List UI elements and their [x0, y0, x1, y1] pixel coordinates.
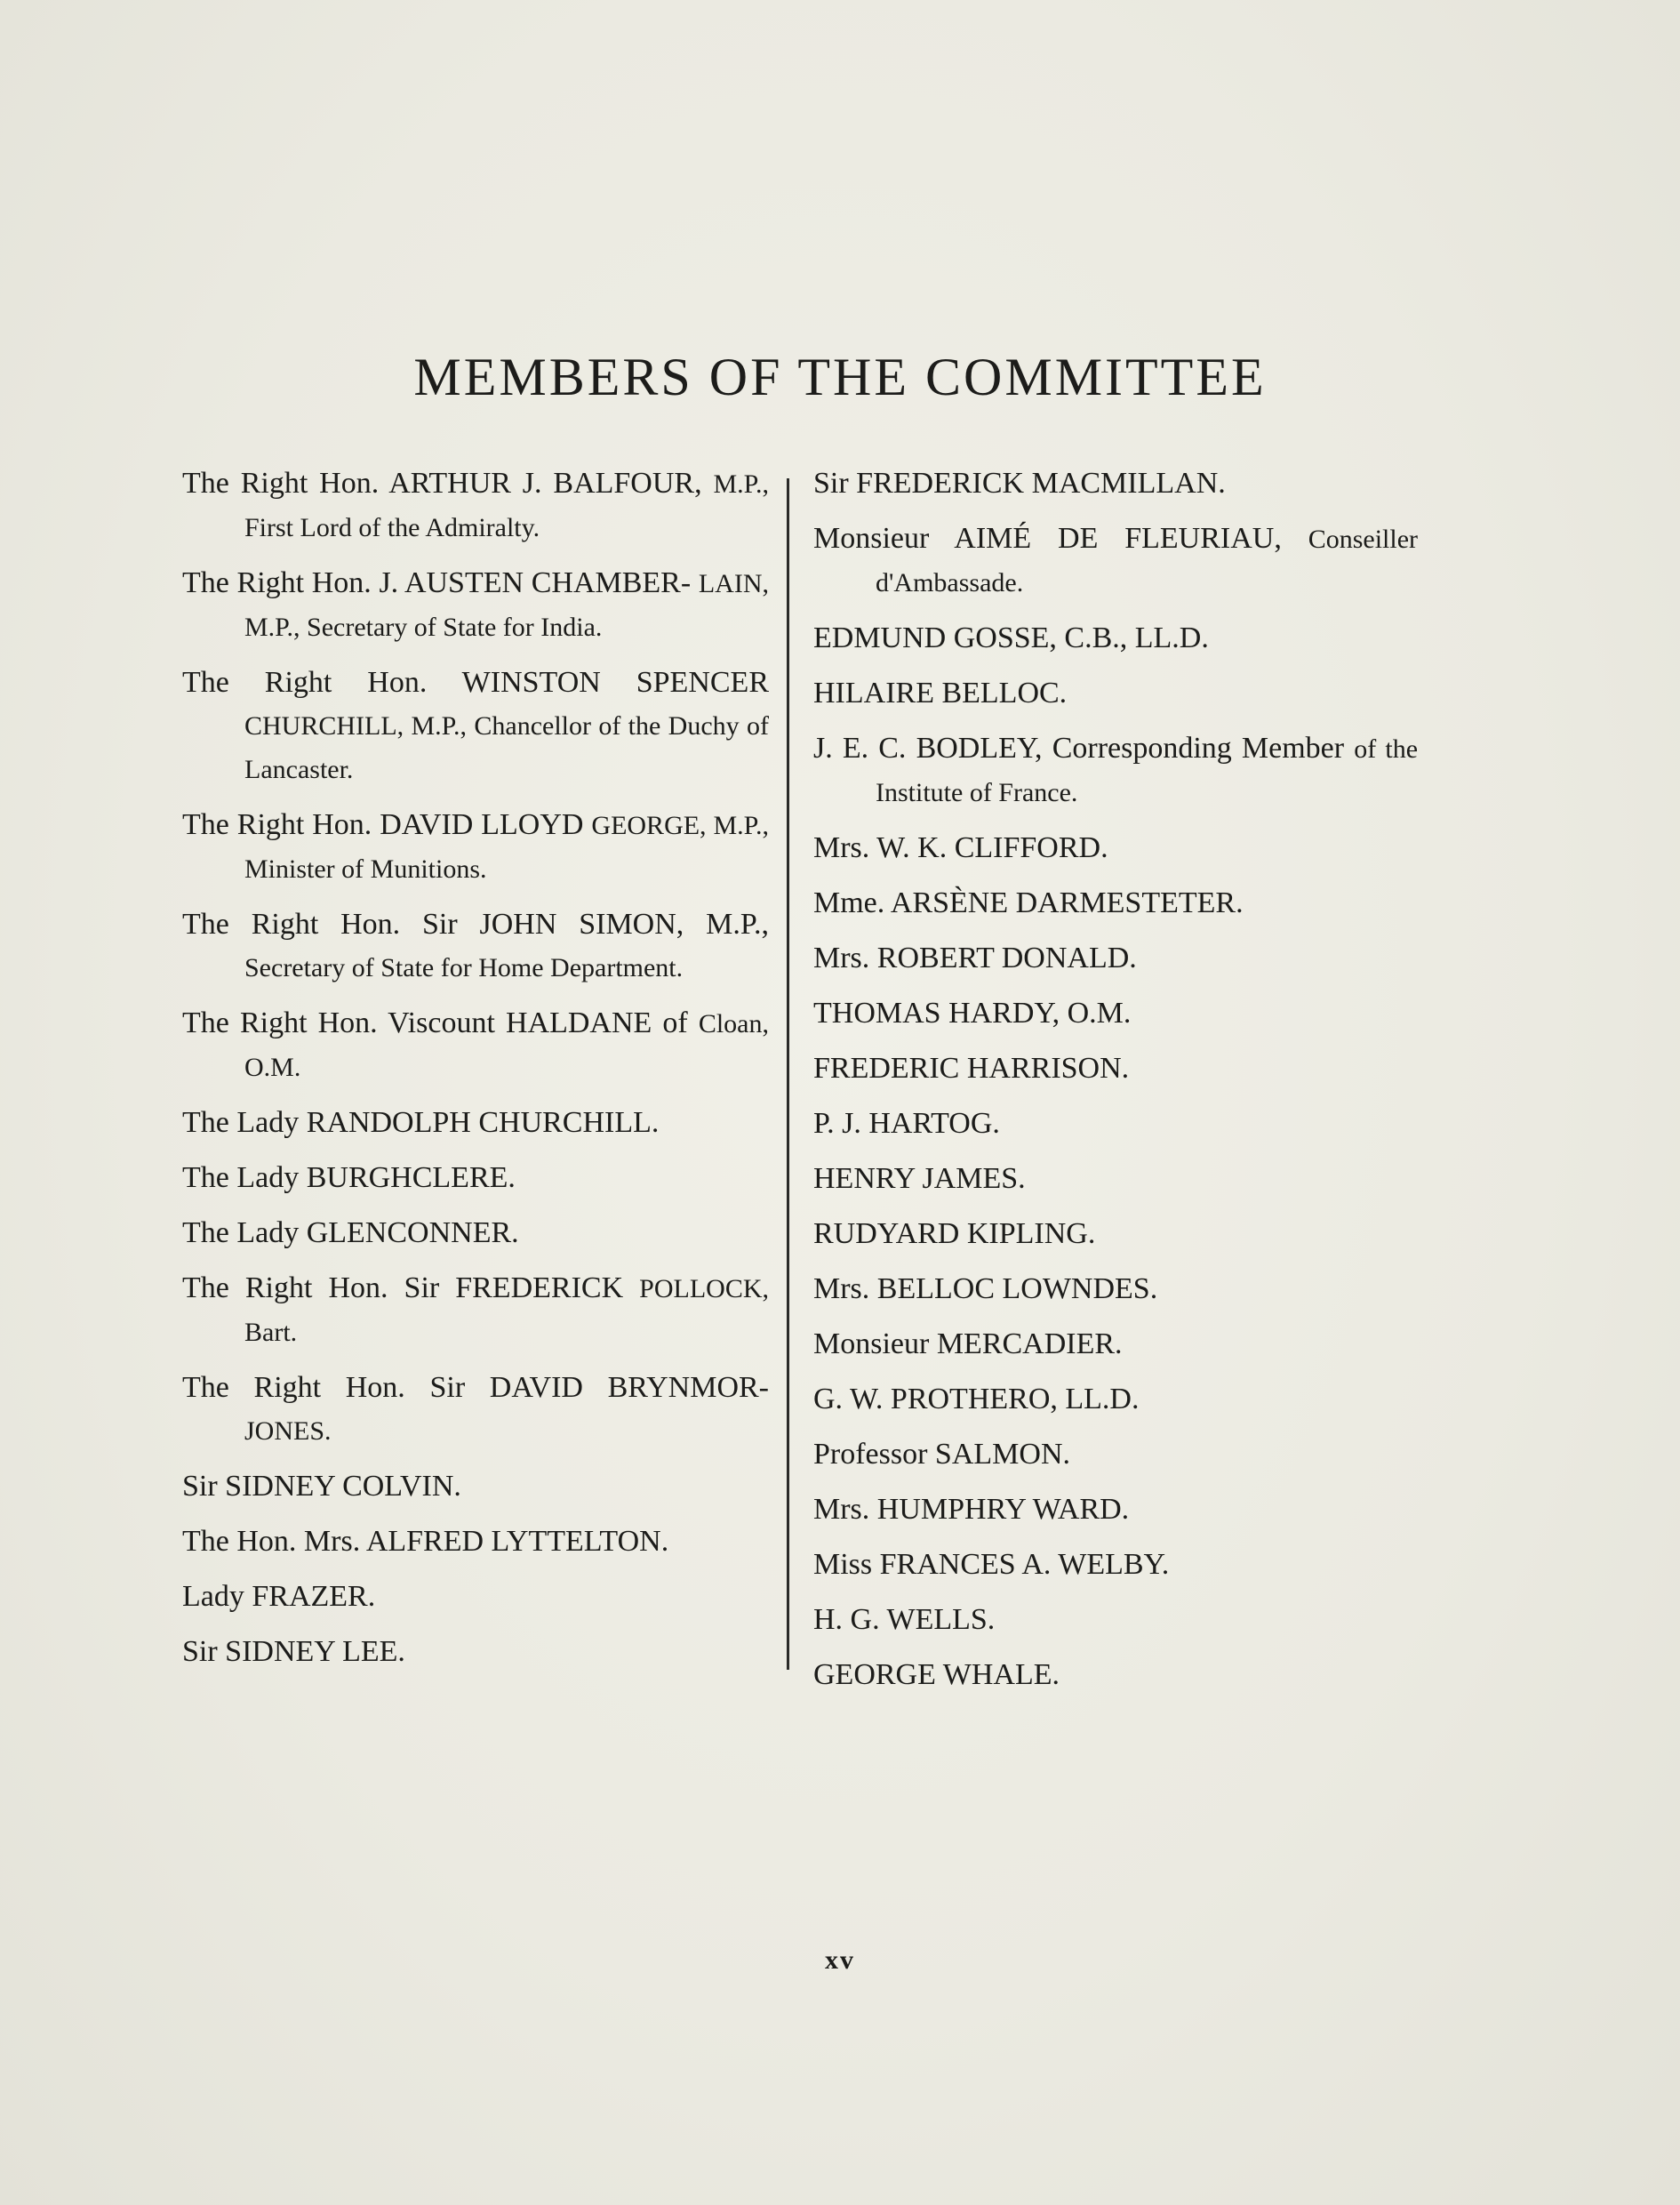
- committee-entry: [182, 903, 769, 990]
- member-name: Monsieur AIMÉ DE FLEURIAU,: [813, 522, 1282, 555]
- committee-entry: [813, 1488, 1418, 1531]
- committee-entry: [182, 1367, 769, 1453]
- committee-entry: [813, 1433, 1418, 1476]
- member-name: The Lady BURGHCLERE.: [182, 1161, 516, 1194]
- member-name: Monsieur MERCADIER.: [813, 1327, 1123, 1360]
- member-name: The Right Hon. Sir DAVID BRYNMOR-: [182, 1371, 769, 1404]
- member-name: Miss FRANCES A. WELBY.: [813, 1548, 1170, 1581]
- member-name: The Right Hon. WINSTON SPENCER: [182, 666, 769, 699]
- left-column: [182, 462, 769, 1686]
- member-name: G. W. PROTHERO, LL.D.: [813, 1383, 1140, 1415]
- committee-entry: [813, 1047, 1418, 1090]
- committee-entry: [813, 1378, 1418, 1421]
- member-name: Mrs. ROBERT DONALD.: [813, 942, 1137, 974]
- column-divider: [787, 478, 789, 1670]
- member-name: HILAIRE BELLOC.: [813, 677, 1068, 710]
- page-number: xv: [825, 1945, 855, 1975]
- member-name: The Lady GLENCONNER.: [182, 1216, 519, 1249]
- member-detail: Conseiller d'Ambassade.: [876, 525, 1418, 597]
- committee-entry: [182, 1465, 769, 1508]
- member-name: H. G. WELLS.: [813, 1603, 996, 1636]
- committee-entry: [182, 1212, 769, 1255]
- member-name: P. J. HARTOG.: [813, 1107, 1000, 1140]
- committee-entry: [813, 617, 1418, 660]
- committee-entry: [813, 1268, 1418, 1311]
- member-name: The Right Hon. ARTHUR J. BALFOUR,: [182, 467, 702, 500]
- committee-entry: [813, 827, 1418, 870]
- committee-entry: [182, 562, 769, 649]
- committee-entry: [813, 462, 1418, 505]
- committee-entry: [813, 992, 1418, 1035]
- member-name: FREDERIC HARRISON.: [813, 1052, 1130, 1085]
- committee-entry: [813, 517, 1418, 605]
- committee-entry: [813, 1599, 1418, 1641]
- member-name: The Hon. Mrs. ALFRED LYTTELTON.: [182, 1525, 669, 1558]
- committee-entry: [182, 1102, 769, 1144]
- right-column: [813, 462, 1418, 1709]
- member-name: The Right Hon. DAVID LLOYD: [182, 808, 584, 841]
- committee-entry: [182, 1267, 769, 1354]
- member-detail: M.P., First Lord of the Admiralty.: [244, 469, 770, 542]
- committee-entry: [813, 1654, 1418, 1696]
- committee-entry: [813, 882, 1418, 925]
- committee-entry: [813, 1158, 1418, 1200]
- committee-entry: [813, 937, 1418, 980]
- committee-entry: [813, 1323, 1418, 1366]
- member-name: Mme. ARSÈNE DARMESTETER.: [813, 886, 1244, 919]
- member-name: EDMUND GOSSE, C.B., LL.D.: [813, 621, 1209, 654]
- member-name: Sir SIDNEY LEE.: [182, 1635, 405, 1668]
- committee-entry: [182, 462, 769, 549]
- member-name: HENRY JAMES.: [813, 1162, 1026, 1195]
- committee-entry: [813, 1213, 1418, 1255]
- member-name: The Right Hon. J. AUSTEN CHAMBER-: [182, 566, 692, 599]
- member-detail: POLLOCK, Bart.: [244, 1274, 769, 1347]
- member-detail: GEORGE, M.P., Minister of Munitions.: [244, 811, 770, 884]
- member-detail: Secretary of State for Home Department.: [244, 953, 684, 982]
- member-name: The Right Hon. Sir JOHN SIMON, M.P.,: [182, 908, 769, 941]
- member-detail: CHURCHILL, M.P., Chancellor of the Duchy of Lancaster.: [244, 711, 769, 784]
- member-name: J. E. C. BODLEY, Corresponding Member: [813, 732, 1345, 765]
- member-name: GEORGE WHALE.: [813, 1658, 1060, 1691]
- page-title: MEMBERS OF THE COMMITTEE: [413, 348, 1267, 406]
- committee-entry: [182, 1576, 769, 1618]
- committee-entry: [813, 727, 1418, 814]
- member-name: Lady FRAZER.: [182, 1580, 376, 1613]
- member-name: THOMAS HARDY, O.M.: [813, 997, 1132, 1030]
- member-name: The Right Hon. Sir FREDERICK: [182, 1271, 624, 1304]
- member-name: Mrs. BELLOC LOWNDES.: [813, 1272, 1158, 1305]
- member-name: Sir FREDERICK MACMILLAN.: [813, 467, 1226, 500]
- member-name: RUDYARD KIPLING.: [813, 1217, 1096, 1250]
- member-name: Mrs. HUMPHRY WARD.: [813, 1493, 1130, 1526]
- member-detail: LAIN, M.P., Secretary of State for India.: [244, 569, 769, 642]
- member-detail: JONES.: [244, 1416, 332, 1446]
- committee-entry: [813, 1544, 1418, 1586]
- member-name: The Right Hon. Viscount HALDANE of: [182, 1006, 688, 1039]
- committee-entry: [182, 804, 769, 891]
- committee-entry: [182, 1520, 769, 1563]
- member-detail: Cloan, O.M.: [244, 1009, 769, 1082]
- member-detail: of the Institute of France.: [876, 734, 1419, 807]
- member-name: Professor SALMON.: [813, 1438, 1070, 1471]
- committee-entry: [182, 1157, 769, 1199]
- committee-entry: [182, 662, 769, 791]
- committee-entry: [182, 1002, 769, 1089]
- member-name: Mrs. W. K. CLIFFORD.: [813, 831, 1108, 864]
- committee-entry: [182, 1631, 769, 1673]
- committee-entry: [813, 1102, 1418, 1145]
- member-name: Sir SIDNEY COLVIN.: [182, 1470, 461, 1503]
- committee-entry: [813, 672, 1418, 715]
- member-name: The Lady RANDOLPH CHURCHILL.: [182, 1106, 660, 1139]
